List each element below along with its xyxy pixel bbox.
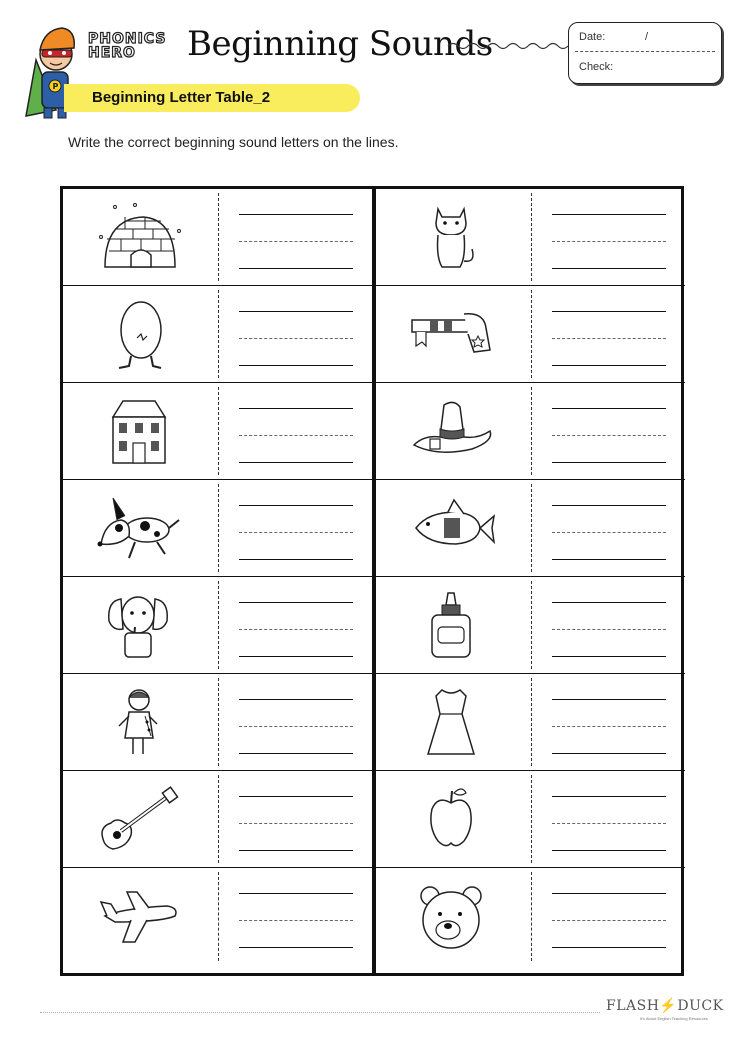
plane-icon <box>95 880 181 952</box>
girl-icon <box>95 686 181 758</box>
writing-lines[interactable] <box>239 893 353 949</box>
word-cell <box>376 771 685 868</box>
cell-divider <box>531 581 532 669</box>
cell-divider <box>218 872 219 961</box>
cell-divider <box>218 387 219 475</box>
egg-icon <box>95 298 181 370</box>
page-title: Beginning Sounds <box>187 24 493 64</box>
writing-lines[interactable] <box>552 311 666 367</box>
date-check-box <box>568 22 722 84</box>
guitar-icon <box>95 783 181 855</box>
writing-lines[interactable] <box>239 311 353 367</box>
cell-divider <box>218 193 219 281</box>
writing-lines[interactable] <box>239 408 353 464</box>
logo-text-part1: FLASH <box>606 998 660 1014</box>
date-separator: / <box>645 31 649 43</box>
word-cell <box>63 868 372 965</box>
writing-lines[interactable] <box>552 505 666 561</box>
word-cell <box>63 480 372 577</box>
instruction-text: Write the correct beginning sound letters on the lines. <box>68 134 399 150</box>
date-label: Date: <box>579 31 606 43</box>
glue-icon <box>408 589 494 661</box>
writing-lines[interactable] <box>239 602 353 658</box>
worksheet-subtitle: Beginning Letter Table_2 <box>92 89 271 106</box>
brand-line-2: HERO <box>88 45 136 61</box>
writing-lines[interactable] <box>239 214 353 270</box>
bear-icon <box>408 880 494 952</box>
cell-divider <box>218 581 219 669</box>
cell-divider <box>218 290 219 378</box>
cell-divider <box>531 775 532 863</box>
writing-lines[interactable] <box>239 699 353 755</box>
igloo-icon <box>95 201 181 273</box>
svg-text:P: P <box>52 82 59 91</box>
flashduck-logo <box>606 998 724 1014</box>
writing-lines[interactable] <box>239 796 353 852</box>
cell-divider <box>218 678 219 766</box>
worksheet-table <box>60 186 684 976</box>
gun-icon <box>408 298 494 370</box>
elephant-icon <box>95 589 181 661</box>
brand-logo-text <box>88 32 166 60</box>
word-cell <box>63 189 372 286</box>
word-cell <box>63 286 372 383</box>
house-icon <box>95 395 181 467</box>
lightning-bolt-icon: ⚡ <box>659 998 678 1014</box>
date-box-divider <box>575 51 715 52</box>
right-column <box>376 189 685 973</box>
cell-divider <box>531 484 532 572</box>
logo-text-part2: DUCK <box>677 998 724 1014</box>
fish-icon <box>408 492 494 564</box>
check-label: Check: <box>579 61 614 73</box>
writing-lines[interactable] <box>239 505 353 561</box>
writing-lines[interactable] <box>552 408 666 464</box>
footer-rule <box>40 1012 600 1013</box>
word-cell <box>376 480 685 577</box>
writing-lines[interactable] <box>552 699 666 755</box>
footer-tagline: It's About English Teaching Resources <box>640 1016 708 1021</box>
left-column <box>63 189 372 973</box>
word-cell <box>376 577 685 674</box>
writing-lines[interactable] <box>552 602 666 658</box>
word-cell <box>376 286 685 383</box>
word-cell <box>376 674 685 771</box>
writing-lines[interactable] <box>552 796 666 852</box>
cell-divider <box>218 775 219 863</box>
brand-line-1: PHONICS <box>88 31 167 47</box>
word-cell <box>63 577 372 674</box>
cell-divider <box>531 678 532 766</box>
word-cell <box>63 674 372 771</box>
cell-divider <box>531 872 532 961</box>
word-cell <box>376 868 685 965</box>
word-cell <box>376 383 685 480</box>
word-cell <box>63 383 372 480</box>
cell-divider <box>531 290 532 378</box>
word-cell <box>63 771 372 868</box>
apple-icon <box>408 783 494 855</box>
cell-divider <box>531 387 532 475</box>
dress-icon <box>408 686 494 758</box>
cat-icon <box>408 201 494 273</box>
word-cell <box>376 189 685 286</box>
writing-lines[interactable] <box>552 214 666 270</box>
wave-decoration <box>448 40 570 52</box>
cell-divider <box>218 484 219 572</box>
writing-lines[interactable] <box>552 893 666 949</box>
hat-icon <box>408 395 494 467</box>
cell-divider <box>531 193 532 281</box>
dog-icon <box>95 492 181 564</box>
